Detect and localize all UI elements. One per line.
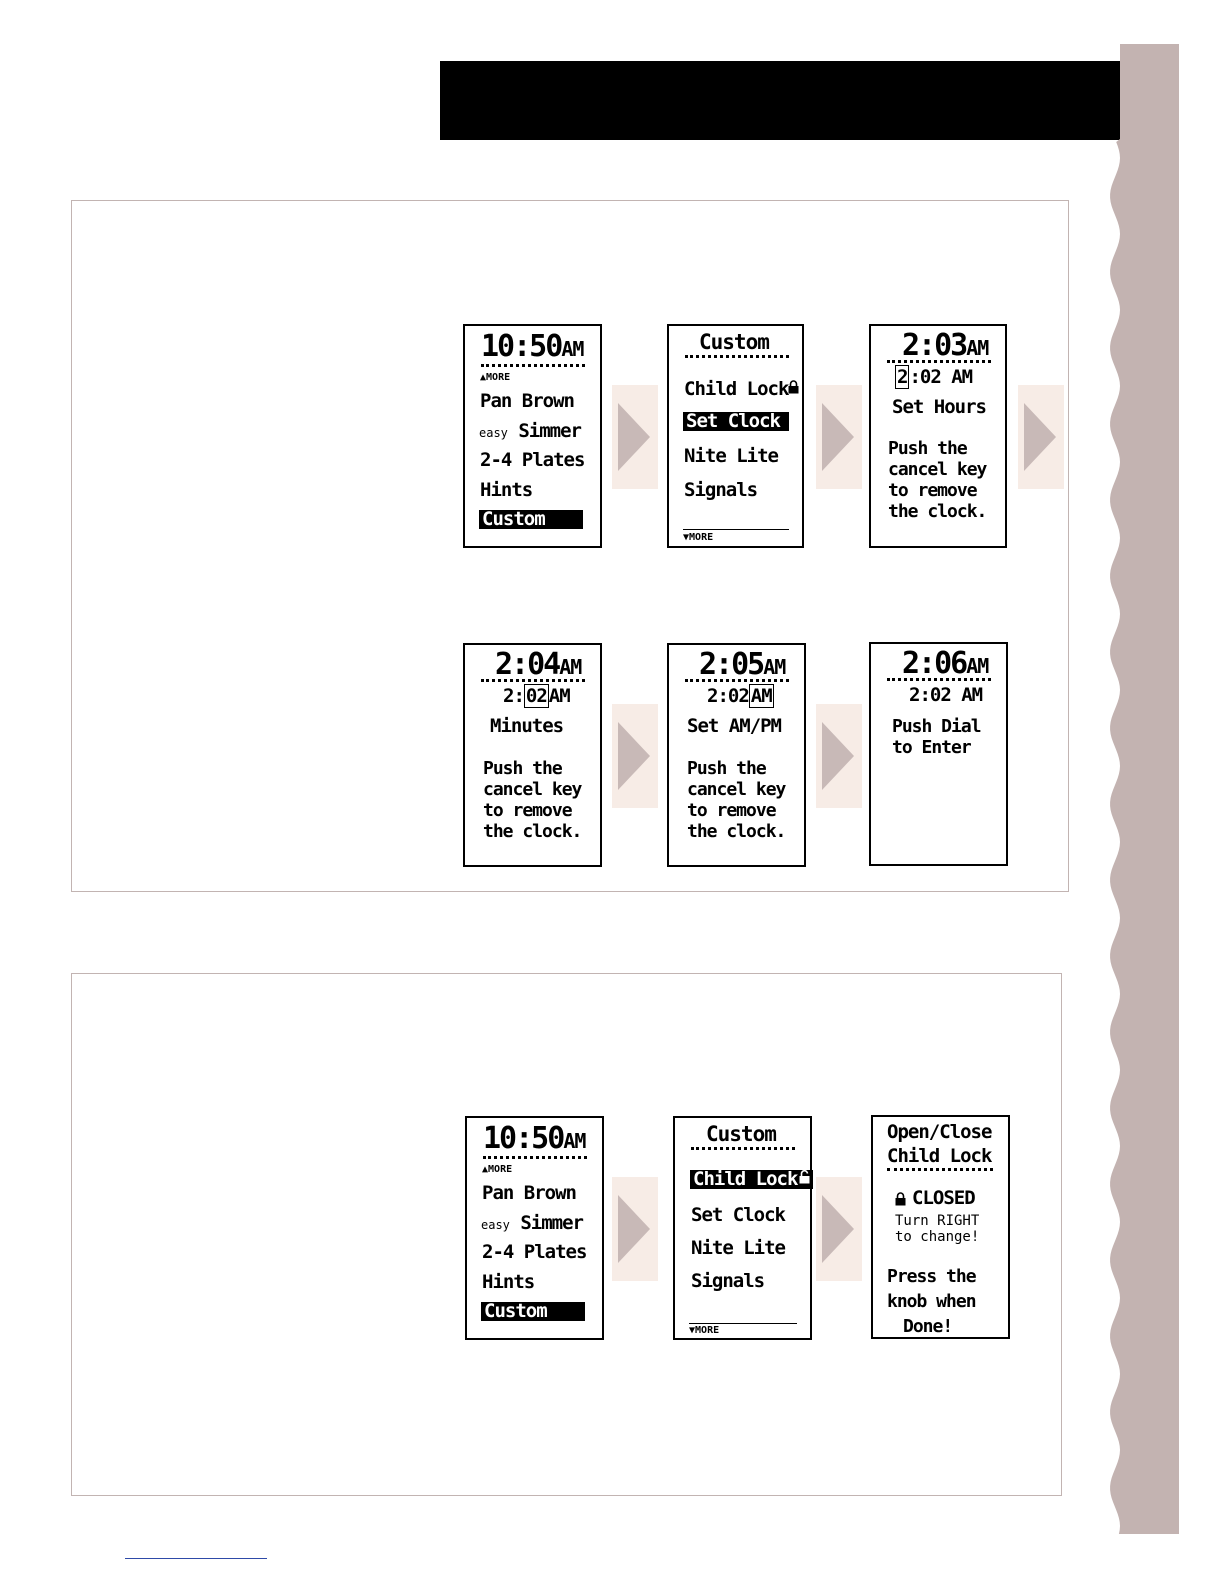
ampm-field-active: AM bbox=[750, 685, 772, 707]
clock-ampm: AM bbox=[763, 655, 786, 679]
lcd-screen-enter bbox=[869, 642, 1008, 866]
menu-item: Nite Lite bbox=[691, 1237, 785, 1259]
clock-time: 2:03 bbox=[902, 328, 967, 363]
footer-link-underline[interactable] bbox=[125, 1558, 267, 1559]
side-tab-shape bbox=[1110, 44, 1179, 1534]
lcd-screen-main-menu bbox=[463, 324, 602, 548]
help-line: Push the bbox=[687, 758, 766, 779]
clock-time: 10:50 bbox=[481, 329, 562, 364]
help-line: Push the bbox=[483, 758, 562, 779]
lcd-screen-set-ampm bbox=[667, 643, 806, 867]
menu-item: 2-4 Plates bbox=[482, 1241, 587, 1263]
set-time: 2:02 AM bbox=[909, 684, 983, 706]
menu-item: Hints bbox=[482, 1271, 535, 1293]
menu-item-selected: Set Clock bbox=[683, 412, 789, 431]
minute-field-active: 02 bbox=[525, 685, 547, 707]
mode-label: Minutes bbox=[490, 715, 564, 737]
help-line: the clock. bbox=[687, 821, 786, 842]
help-line: cancel key bbox=[483, 779, 582, 800]
help-line: Push Dial bbox=[892, 716, 981, 737]
lcd-screen-custom-menu bbox=[667, 324, 804, 548]
header-bar bbox=[440, 61, 1179, 140]
set-hour: 2: bbox=[503, 685, 524, 707]
menu-item: Simmer bbox=[520, 1212, 583, 1234]
easy-label: easy bbox=[481, 1218, 510, 1232]
lcd-screen-main-menu bbox=[465, 1116, 604, 1340]
lcd-screen-custom-menu bbox=[673, 1116, 812, 1340]
clock-ampm: AM bbox=[966, 336, 989, 360]
clock-ampm: AM bbox=[559, 655, 582, 679]
help-line: cancel key bbox=[888, 459, 987, 480]
help-line: to Enter bbox=[892, 737, 971, 758]
lock-icon bbox=[895, 1192, 906, 1206]
menu-item: Signals bbox=[691, 1270, 765, 1292]
lcd-screen-child-lock bbox=[871, 1115, 1010, 1339]
more-down-icon: ▼ bbox=[689, 1325, 696, 1336]
help-line: the clock. bbox=[888, 501, 987, 522]
arrow-right-icon bbox=[816, 1177, 862, 1281]
mode-label: Set Hours bbox=[892, 396, 986, 418]
clock-ampm: AM bbox=[561, 337, 584, 361]
menu-item: Child Lock bbox=[684, 378, 789, 400]
menu-item-selected: Custom bbox=[481, 1302, 585, 1321]
set-time-rest: :02 AM bbox=[909, 366, 973, 388]
lcd-screen-set-hours bbox=[869, 324, 1007, 548]
more-down-icon: ▼ bbox=[683, 532, 690, 543]
arrow-right-icon bbox=[612, 704, 658, 808]
menu-item-selected bbox=[690, 1170, 813, 1189]
hint-line: Turn RIGHT bbox=[895, 1213, 980, 1229]
arrow-right-icon bbox=[816, 704, 862, 808]
help-line: to remove bbox=[483, 800, 572, 821]
lock-icon bbox=[788, 380, 799, 394]
arrow-right-icon bbox=[612, 1177, 658, 1281]
lock-open-icon bbox=[799, 1170, 810, 1184]
easy-label: easy bbox=[479, 426, 508, 440]
help-line: the clock. bbox=[483, 821, 582, 842]
clock-time: 2:05 bbox=[699, 647, 764, 682]
menu-item: Nite Lite bbox=[684, 445, 778, 467]
help-line: to remove bbox=[687, 800, 776, 821]
arrow-right-icon bbox=[612, 385, 658, 489]
screen-title: Custom bbox=[699, 330, 769, 354]
more-label: MORE bbox=[488, 1164, 513, 1175]
help-line: Done! bbox=[903, 1316, 953, 1337]
help-line: knob when bbox=[887, 1291, 976, 1312]
more-label: MORE bbox=[689, 532, 714, 543]
menu-item-selected-label: Child Lock bbox=[693, 1168, 798, 1190]
lcd-screen-set-minutes bbox=[463, 643, 602, 867]
clock-ampm: AM bbox=[966, 654, 989, 678]
lock-status: CLOSED bbox=[912, 1187, 975, 1209]
help-line: Press the bbox=[887, 1266, 976, 1287]
help-line: cancel key bbox=[687, 779, 786, 800]
arrow-right-icon bbox=[1018, 385, 1064, 489]
hint-line: to change! bbox=[895, 1229, 980, 1245]
menu-item: 2-4 Plates bbox=[480, 449, 585, 471]
screen-title-line: Open/Close bbox=[887, 1121, 992, 1143]
side-tab-decoration bbox=[1106, 44, 1179, 1534]
more-label: MORE bbox=[695, 1325, 720, 1336]
menu-item: Pan Brown bbox=[480, 390, 574, 412]
menu-item: Pan Brown bbox=[482, 1182, 576, 1204]
menu-item: Simmer bbox=[518, 420, 581, 442]
mode-label: Set AM/PM bbox=[687, 715, 781, 737]
more-up-icon: ▲ bbox=[480, 372, 487, 383]
help-line: Push the bbox=[888, 438, 967, 459]
hour-field-active: 2 bbox=[897, 366, 908, 388]
clock-ampm: AM bbox=[563, 1129, 586, 1153]
screen-title: Custom bbox=[706, 1122, 776, 1146]
menu-item: Signals bbox=[684, 479, 758, 501]
menu-item: Hints bbox=[480, 479, 533, 501]
set-ampm: AM bbox=[548, 685, 570, 707]
arrow-right-icon bbox=[816, 385, 862, 489]
clock-time: 10:50 bbox=[483, 1121, 564, 1156]
menu-item-selected: Custom bbox=[479, 510, 583, 529]
menu-item: Set Clock bbox=[691, 1204, 785, 1226]
set-time: 2:02 bbox=[707, 685, 749, 707]
clock-time: 2:06 bbox=[902, 646, 967, 681]
more-up-icon: ▲ bbox=[482, 1164, 489, 1175]
clock-time: 2:04 bbox=[495, 647, 560, 682]
screen-title-line: Child Lock bbox=[887, 1145, 992, 1167]
help-line: to remove bbox=[888, 480, 977, 501]
more-label: MORE bbox=[486, 372, 511, 383]
